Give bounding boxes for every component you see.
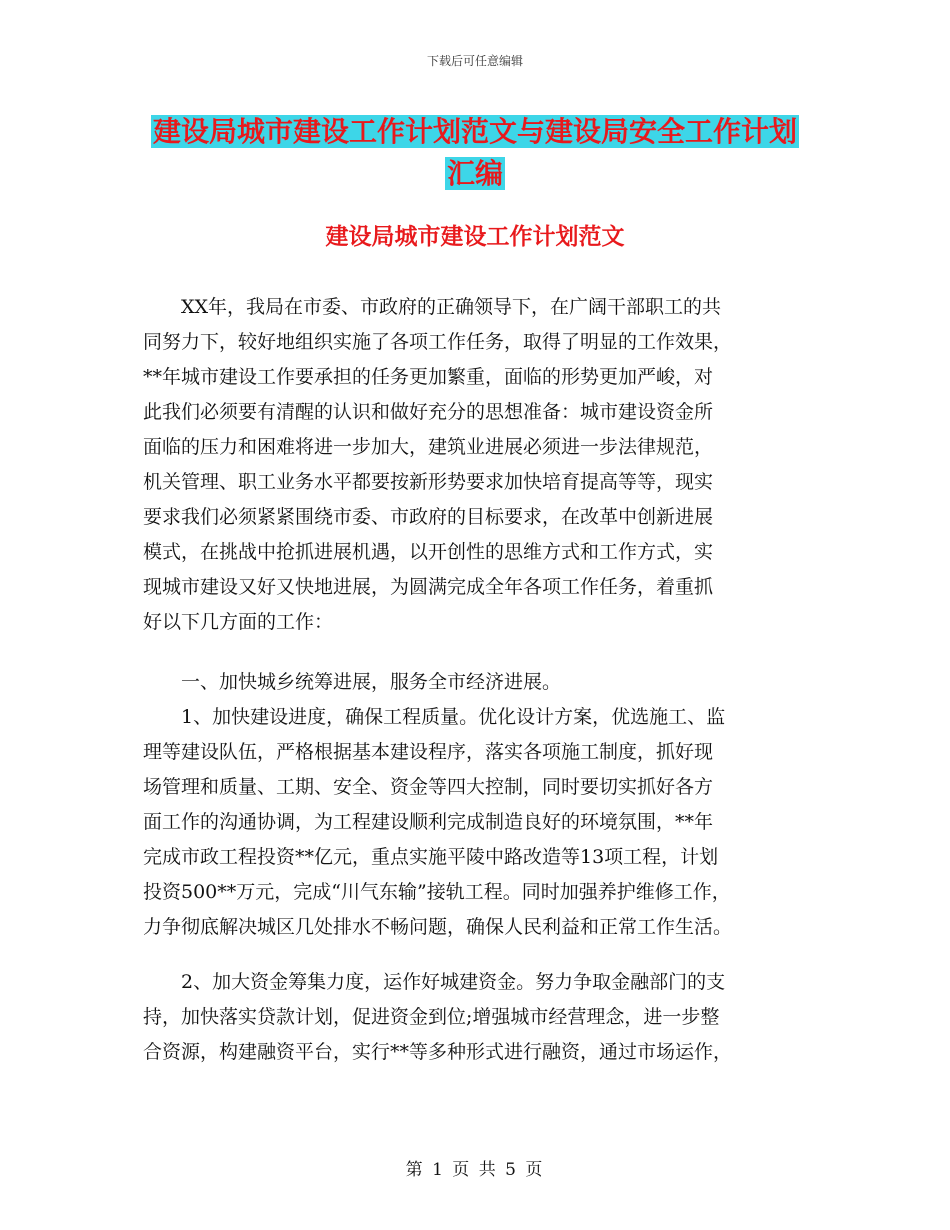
paragraph-line: 力争彻底解决城区几处排水不畅问题，确保人民利益和正常工作生活。 bbox=[143, 916, 733, 938]
paragraph-line: 完成市政工程投资**亿元，重点实施平陵中路改造等13项工程，计划 bbox=[143, 846, 719, 868]
paragraph-4 bbox=[143, 965, 823, 1070]
paragraph-line: 面工作的沟通协调，为工程建设顺利完成制造良好的环境氛围，**年 bbox=[143, 811, 714, 833]
paragraph-line: **年城市建设工作要承担的任务更加繁重，面临的形势更加严峻，对 bbox=[143, 366, 714, 388]
paragraph-3 bbox=[143, 700, 823, 945]
paragraph-line: 1、加快建设进度，确保工程质量。优化设计方案，优选施工、监 bbox=[181, 706, 726, 728]
paragraph-line: 理等建设队伍，严格根据基本建设程序，落实各项施工制度，抓好现 bbox=[143, 741, 714, 763]
header-note: 下载后可任意编辑 bbox=[426, 54, 523, 68]
paragraph-line: 此我们必须要有清醒的认识和做好充分的思想准备：城市建设资金所 bbox=[143, 401, 714, 423]
paragraph-line: XX年，我局在市委、市政府的正确领导下，在广阔干部职工的共 bbox=[181, 296, 722, 318]
document-title-text-1: 建设局城市建设工作计划范文与建设局安全工作计划 bbox=[152, 115, 797, 148]
paragraph-1 bbox=[143, 290, 823, 640]
paragraph-line: 场管理和质量、工期、安全、资金等四大控制，同时要切实抓好各方 bbox=[143, 776, 714, 798]
section-title: 建设局城市建设工作计划范文 bbox=[325, 224, 625, 250]
paragraph-line: 合资源，构建融资平台，实行**等多种形式进行融资，通过市场运作， bbox=[143, 1041, 733, 1063]
document-title-text-2: 汇编 bbox=[446, 157, 503, 190]
page-footer: 第 1 页 共 5 页 bbox=[405, 1160, 545, 1180]
paragraph-2 bbox=[143, 665, 823, 700]
paragraph-line: 持，加快落实贷款计划，促进资金到位;增强城市经营理念，进一步整 bbox=[143, 1006, 720, 1028]
paragraph-line: 面临的压力和困难将进一步加大，建筑业进展必须进一步法律规范， bbox=[143, 436, 714, 458]
paragraph-line: 同努力下，较好地组织实施了各项工作任务，取得了明显的工作效果， bbox=[143, 331, 733, 353]
paragraph-line: 机关管理、职工业务水平都要按新形势要求加快培育提高等等，现实 bbox=[143, 471, 714, 493]
document-title-line-2 bbox=[0, 154, 950, 194]
paragraph-line: 投资500**万元，完成“川气东输”接轨工程。同时加强养护维修工作， bbox=[143, 881, 731, 903]
paragraph-line: 要求我们必须紧紧围绕市委、市政府的目标要求，在改革中创新进展 bbox=[143, 506, 714, 528]
paragraph-line: 好以下几方面的工作： bbox=[143, 611, 334, 633]
paragraph-line: 模式，在挑战中抢抓进展机遇，以开创性的思维方式和工作方式，实 bbox=[143, 541, 714, 563]
document-title-line-1 bbox=[0, 112, 950, 152]
paragraph-line: 现城市建设又好又快地进展，为圆满完成全年各项工作任务，着重抓 bbox=[143, 576, 714, 598]
paragraph-line: 2、加大资金筹集力度，运作好城建资金。努力争取金融部门的支 bbox=[181, 971, 726, 993]
paragraph-line: 一、加快城乡统筹进展，服务全市经济进展。 bbox=[181, 671, 562, 693]
